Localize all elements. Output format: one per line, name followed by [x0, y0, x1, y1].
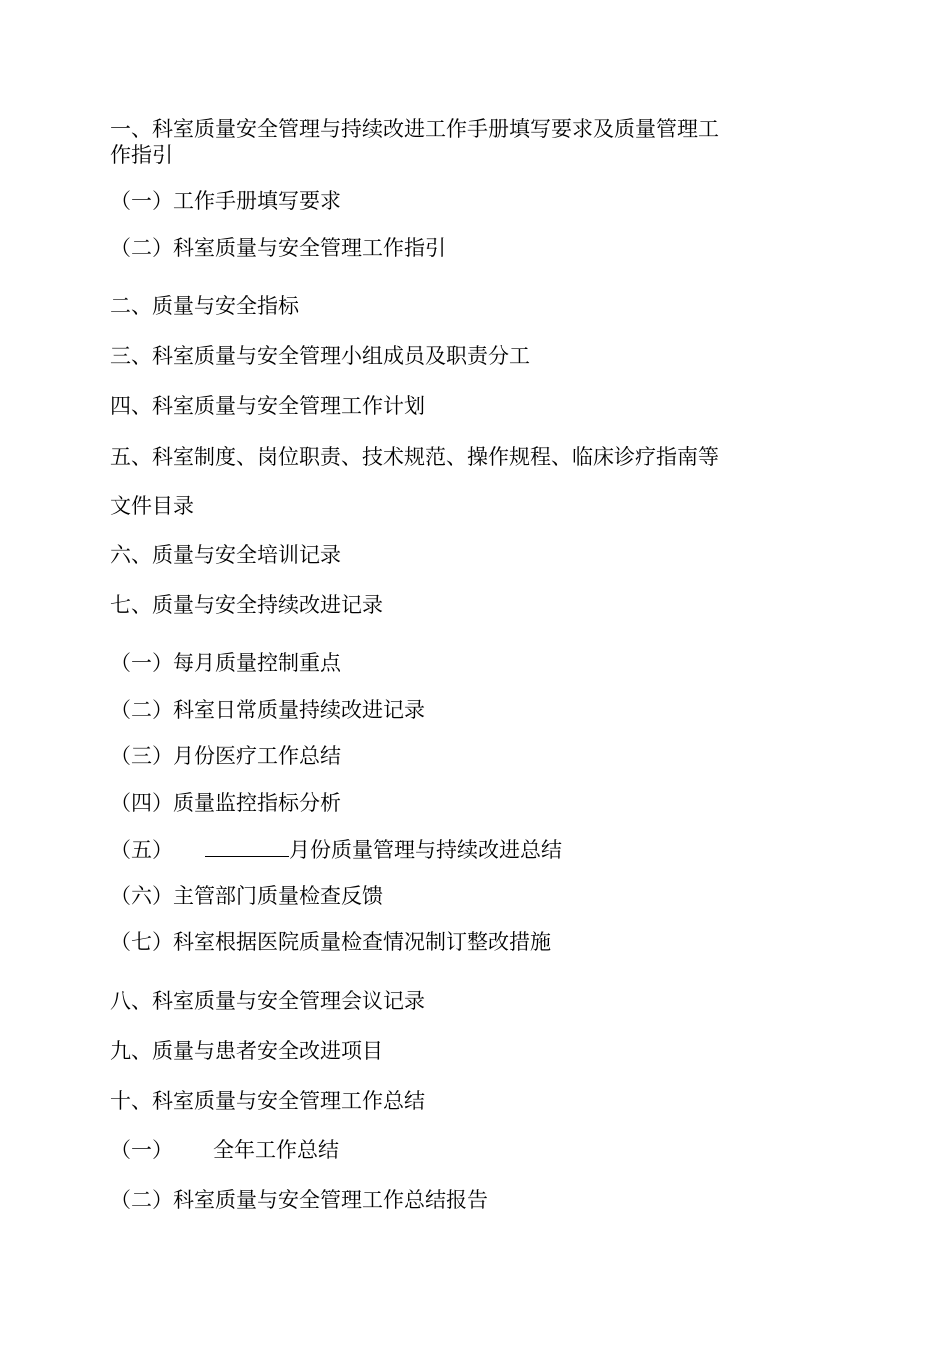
toc-section-6: 六、质量与安全培训记录 [110, 543, 341, 567]
toc-section-7-item-6: （六）主管部门质量检查反馈 [110, 884, 383, 908]
toc-section-3: 三、科室质量与安全管理小组成员及职责分工 [110, 344, 530, 368]
toc-section-10-item-1-text: 全年工作总结 [213, 1138, 339, 1162]
toc-section-1-item-1: （一）工作手册填写要求 [110, 189, 341, 213]
toc-section-5-line-2: 文件目录 [110, 494, 194, 518]
toc-section-9: 九、质量与患者安全改进项目 [110, 1039, 383, 1063]
fill-in-blank [205, 836, 289, 857]
toc-section-7-item-3: （三）月份医疗工作总结 [110, 744, 341, 768]
toc-section-7-item-1: （一）每月质量控制重点 [110, 651, 341, 675]
toc-section-7-item-5-text: 月份质量管理与持续改进总结 [289, 838, 562, 862]
toc-section-10: 十、科室质量与安全管理工作总结 [110, 1089, 425, 1113]
toc-section-7-item-2: （二）科室日常质量持续改进记录 [110, 698, 425, 722]
toc-section-1-item-2: （二）科室质量与安全管理工作指引 [110, 236, 446, 260]
toc-section-1-line-2: 作指引 [110, 143, 173, 167]
toc-section-5-line-1: 五、科室制度、岗位职责、技术规范、操作规程、临床诊疗指南等 [110, 445, 719, 469]
toc-section-7-item-5 [110, 836, 562, 863]
toc-section-10-item-1 [110, 1137, 339, 1163]
toc-section-10-item-2: （二）科室质量与安全管理工作总结报告 [110, 1188, 488, 1212]
toc-section-7-item-4: （四）质量监控指标分析 [110, 791, 341, 815]
toc-section-8: 八、科室质量与安全管理会议记录 [110, 989, 425, 1013]
toc-section-7-item-5-prefix: （五） [110, 838, 173, 862]
toc-section-7-item-7: （七）科室根据医院质量检查情况制订整改措施 [110, 930, 551, 954]
toc-section-7: 七、质量与安全持续改进记录 [110, 593, 383, 617]
toc-section-4: 四、科室质量与安全管理工作计划 [110, 394, 425, 418]
toc-section-2: 二、质量与安全指标 [110, 294, 299, 318]
toc-section-1-line-1: 一、科室质量安全管理与持续改进工作手册填写要求及质量管理工 [110, 117, 719, 141]
toc-section-10-item-1-prefix: （一） [110, 1138, 173, 1162]
